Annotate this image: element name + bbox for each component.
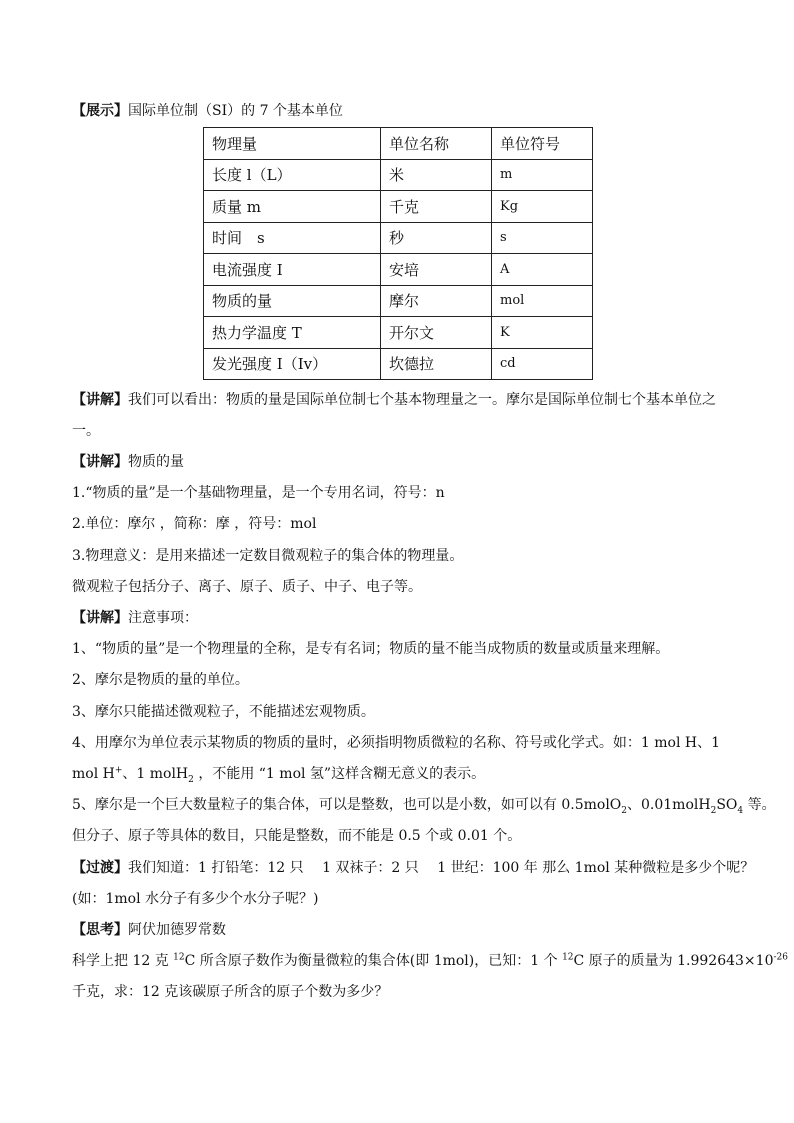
point-line: 1.“物质的量”是一个基础物理量，是一个专用名词，符号：n xyxy=(72,485,445,501)
note-text: 5、摩尔是一个巨大数量粒子的集合体，可以是整数，也可以是小数，如可以有 0.5molO xyxy=(72,797,622,813)
note-text: SO xyxy=(716,797,738,813)
subscript: 2 xyxy=(621,805,628,816)
table-cell: 质量 m xyxy=(204,191,381,223)
paragraph-text: 我们可以看出：物质的量是国际单位制七个基本物理量之一。摩尔是国际单位制七个基本单位之 xyxy=(128,392,716,408)
intro-text: 国际单位制（SI）的 7 个基本单位 xyxy=(128,103,343,119)
subscript: 2 xyxy=(188,774,194,785)
table-cell: 坎德拉 xyxy=(381,348,492,380)
note-line: 1、“物质的量”是一个物理量的全称，是专有名词；物质的量不能当成物质的数量或质量来理解。 xyxy=(72,641,670,657)
table-row xyxy=(204,285,593,317)
table-row xyxy=(204,348,593,380)
transition-continuation: (如：1mol 水分子有多少个水分子呢？) xyxy=(72,891,319,907)
superscript: 12 xyxy=(562,952,574,963)
think-body-line xyxy=(72,951,788,971)
paragraph-text: C 原子的质量为 1.992643×10 xyxy=(573,953,774,969)
explain1-line xyxy=(72,390,716,410)
table-header-cell: 单位符号 xyxy=(492,128,593,160)
table-cell: 开尔文 xyxy=(381,317,492,349)
note-text: 、1 molH xyxy=(122,766,189,782)
table-cell: 时间 s xyxy=(204,222,381,254)
note-line xyxy=(72,795,776,815)
point-line: 2.单位：摩尔 ，简称：摩 ，符号：mol xyxy=(72,516,317,532)
table-cell: K xyxy=(492,317,593,349)
note-line xyxy=(72,764,485,784)
think-line xyxy=(72,920,226,940)
table-cell: 长度 l（L） xyxy=(204,159,381,191)
explain1-continuation: 一。 xyxy=(72,423,100,439)
section-tag: 【思考】 xyxy=(72,922,128,938)
note-line: 3、摩尔只能描述微观粒子，不能描述宏观物质。 xyxy=(72,704,375,720)
think-body-line: 千克，求：12 克该碳原子所含的原子个数为多少？ xyxy=(72,984,389,1000)
point-line: 微观粒子包括分子、离子、原子、质子、中子、电子等。 xyxy=(72,579,422,595)
table-row xyxy=(204,191,593,223)
table-cell: Kg xyxy=(492,191,593,223)
table-cell: 电流强度 I xyxy=(204,254,381,286)
superscript: 12 xyxy=(173,952,185,963)
table-cell: cd xyxy=(492,348,593,380)
paragraph-text: 注意事项： xyxy=(128,610,198,626)
note-text: 等。 xyxy=(743,797,776,813)
note-line: 2、摩尔是物质的量的单位。 xyxy=(72,672,249,688)
section-tag: 【讲解】 xyxy=(72,454,128,470)
table-header-row xyxy=(204,128,593,160)
paragraph-text: C 所含原子数作为衡量微粒的集合体(即 1mol)，已知：1 个 xyxy=(184,953,563,969)
note-line: 4、用摩尔为单位表示某物质的物质的量时，必须指明物质微粒的名称、符号或化学式。如：1 mol H、1 xyxy=(72,735,721,751)
section-tag: 【过渡】 xyxy=(72,860,128,876)
table-row xyxy=(204,254,593,286)
table-header-cell: 物理量 xyxy=(204,128,381,160)
point-line: 3.物理意义：是用来描述一定数目微观粒子的集合体的物理量。 xyxy=(72,548,464,564)
paragraph-text: 科学上把 12 克 xyxy=(72,953,174,969)
intro-line xyxy=(72,101,343,121)
table-cell: 摩尔 xyxy=(381,285,492,317)
superscript: + xyxy=(114,765,123,776)
section-tag: 【讲解】 xyxy=(72,392,128,408)
note-line: 但分子、原子等具体的数目，只能是整数，而不能是 0.5 个或 0.01 个。 xyxy=(72,828,522,844)
explain3-line xyxy=(72,608,198,628)
table-row xyxy=(204,317,593,349)
table-cell: 千克 xyxy=(381,191,492,223)
table-cell: 安培 xyxy=(381,254,492,286)
subscript: 2 xyxy=(710,805,717,816)
table-cell: A xyxy=(492,254,593,286)
table-cell: 物质的量 xyxy=(204,285,381,317)
table-row xyxy=(204,159,593,191)
table-cell: s xyxy=(492,222,593,254)
transition-line xyxy=(72,858,754,878)
subscript: 4 xyxy=(737,805,744,816)
superscript: -26 xyxy=(773,952,788,963)
note-text: ，不能用 “1 mol 氢”这样含糊无意义的表示。 xyxy=(193,766,486,782)
table-header-cell: 单位名称 xyxy=(381,128,492,160)
table-cell: m xyxy=(492,159,593,191)
table-cell: 发光强度 I（Iv） xyxy=(204,348,381,380)
paragraph-text: 阿伏加德罗常数 xyxy=(128,922,226,938)
table-cell: 秒 xyxy=(381,222,492,254)
table-cell: mol xyxy=(492,285,593,317)
note-text: 、0.01molH xyxy=(627,797,711,813)
paragraph-text: 我们知道：1 打铅笔：12 只 1 双袜子：2 只 1 世纪：100 年 那么 1mol 某种微粒是多少个呢？ xyxy=(128,860,755,876)
table-cell: 热力学温度 T xyxy=(204,317,381,349)
explain2-line xyxy=(72,452,184,472)
section-tag: 【展示】 xyxy=(72,103,128,119)
paragraph-text: 物质的量 xyxy=(128,454,184,470)
si-units-table xyxy=(203,127,593,380)
table-cell: 米 xyxy=(381,159,492,191)
table-row xyxy=(204,222,593,254)
section-tag: 【讲解】 xyxy=(72,610,128,626)
note-text: mol H xyxy=(72,766,115,782)
